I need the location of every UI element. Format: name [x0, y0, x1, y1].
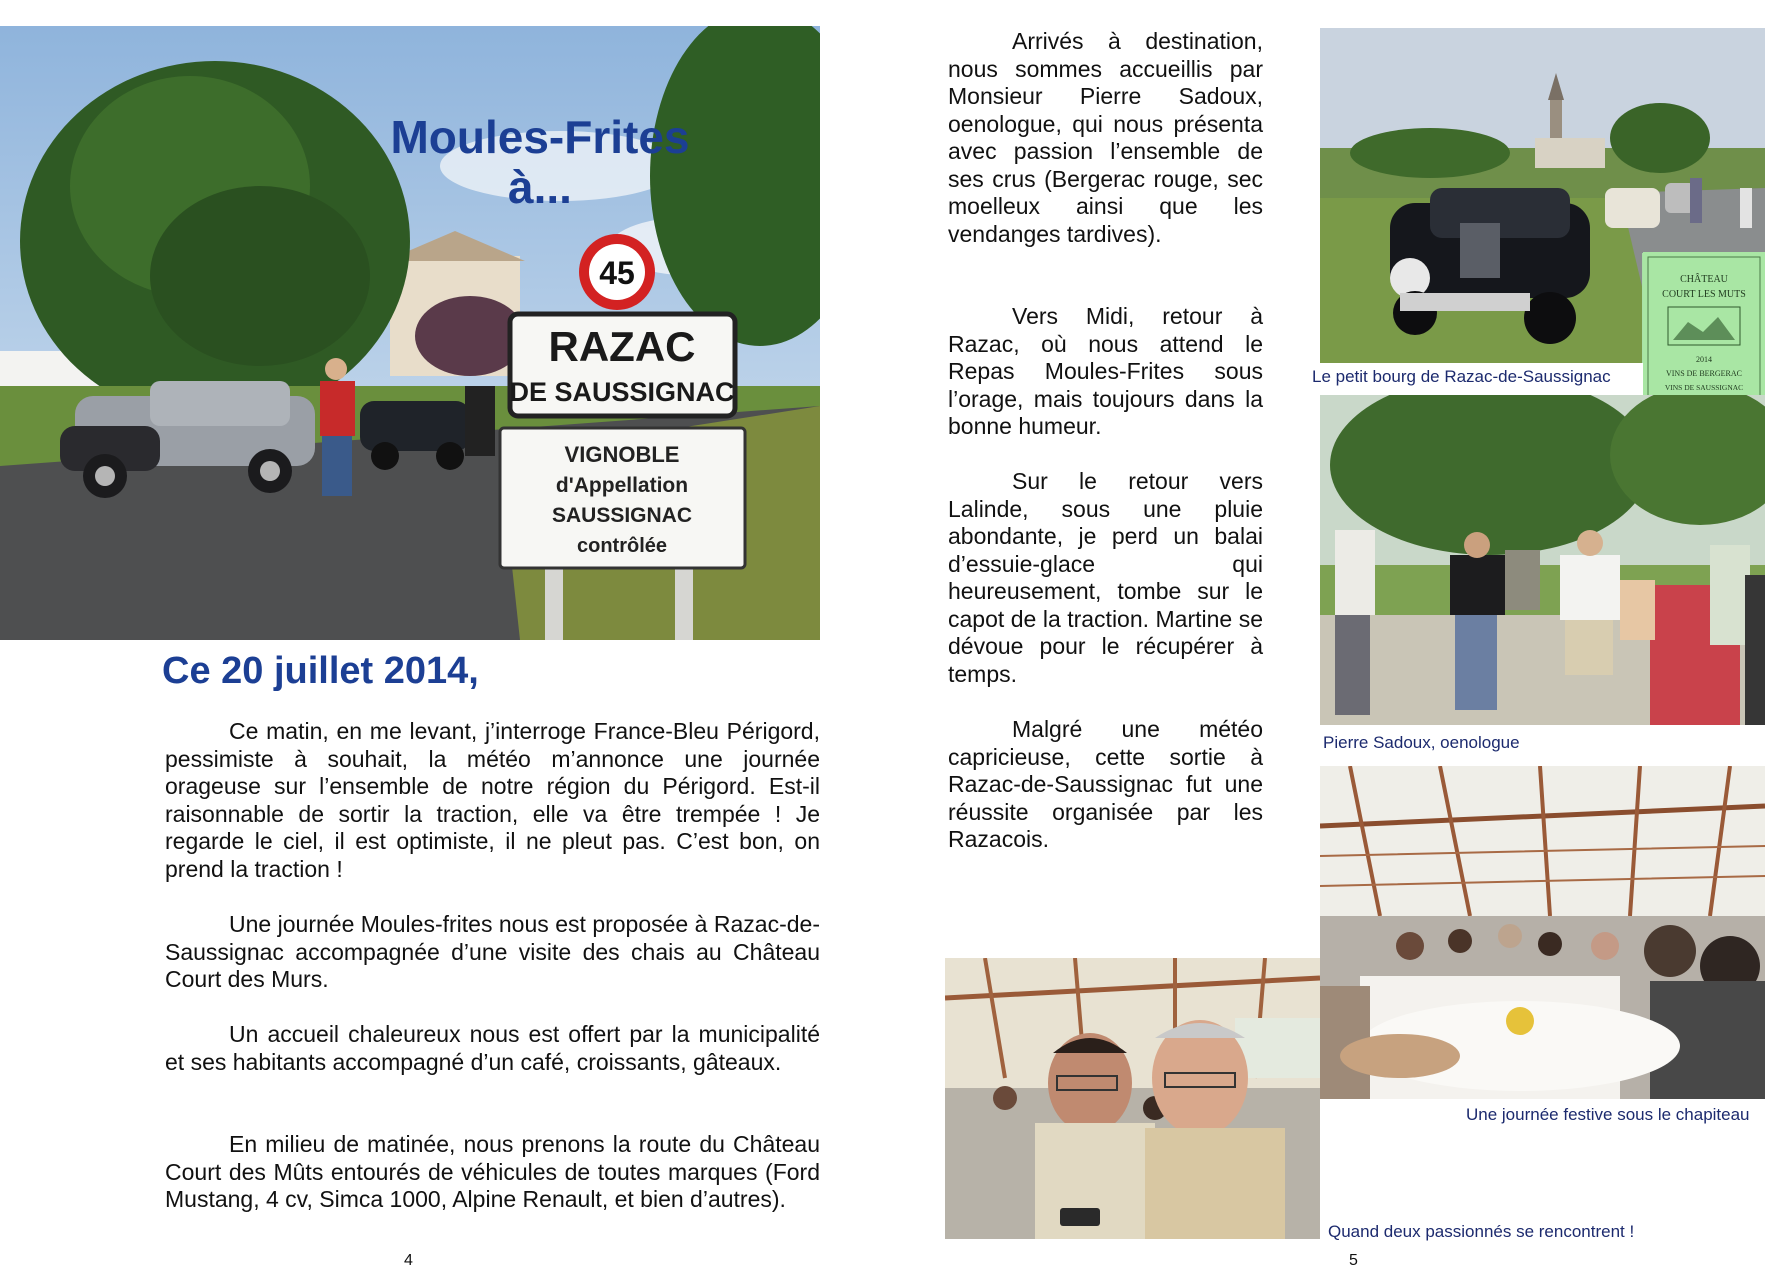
- right-paragraph-2: Vers Midi, retour à Razac, où nous attend le Repas Moules-Frites sous l’orage, mais toujours dans la bonne humeur.: [948, 303, 1263, 439]
- left-paragraph-2: Une journée Moules-frites nous est proposée à Razac-de-Saussignac accompagnée d’une visite des chais au Château Court des Murs.: [165, 911, 820, 992]
- page-number-left: 4: [404, 1252, 413, 1269]
- wine-label-l5: VINS DE SAUSSIGNAC: [1664, 383, 1744, 392]
- sign2-line4: contrôlée: [576, 535, 668, 557]
- wine-label-l3: 2014: [1696, 355, 1712, 364]
- speed-limit-text: 45: [599, 255, 635, 291]
- hero-title-line2: à...: [508, 161, 572, 213]
- sign2-line3: SAUSSIGNAC: [551, 504, 693, 527]
- caption-chapiteau: Une journée festive sous le chapiteau: [1466, 1105, 1750, 1124]
- wine-label-l2: COURT LES MUTS: [1662, 289, 1746, 300]
- passionnes-photo: [945, 958, 1320, 1239]
- caption-oenologue: Pierre Sadoux, oenologue: [1323, 733, 1520, 752]
- left-paragraph-4: En milieu de matinée, nous prenons la route du Château Court des Mûts entourés de véhicules de toutes marques (Ford Mustang, 4 cv, Simca 1000, Alpine Renault, et bien d’autres).: [165, 1131, 820, 1212]
- wine-label-l4: VINS DE BERGERAC: [1665, 369, 1743, 378]
- right-paragraph-1: Arrivés à destination, nous sommes accueillis par Monsieur Pierre Sadoux, oenologue, qui nous présenta avec passion l’ensemble de ses crus (Bergerac rouge, sec moelleux ainsi que les vendanges tardives).: [948, 28, 1263, 247]
- caption-passionnes: Quand deux passionnés se rencontrent !: [1328, 1222, 1635, 1241]
- oenologue-photo: [1320, 395, 1765, 725]
- chapiteau-photo: [1320, 766, 1765, 1099]
- sign-town-text: RAZAC: [548, 323, 696, 370]
- right-paragraph-3: Sur le retour vers Lalinde, sous une pluie abondante, je perd un balai d’essuie-glace qui heureusement, tombe sur le capot de la traction. Martine se dévoue pour le récupérer à temps.: [948, 468, 1263, 687]
- hero-title-line1: Moules-Frites: [390, 111, 690, 163]
- caption-village: Le petit bourg de Razac-de-Saussignac: [1312, 367, 1611, 386]
- left-paragraph-3: Un accueil chaleureux nous est offert par la municipalité et ses habitants accompagné d’un café, croissants, gâteaux.: [165, 1021, 820, 1075]
- page-headline: Ce 20 juillet 2014,: [162, 650, 479, 692]
- right-paragraph-4: Malgré une météo capricieuse, cette sortie à Razac-de-Saussignac fut une réussite organisée par les Razacois.: [948, 716, 1263, 852]
- sign2-line2: d'Appellation: [555, 474, 689, 497]
- left-paragraph-1: Ce matin, en me levant, j’interroge France-Bleu Périgord, pessimiste à souhait, la météo m’annonce une journée orageuse sur l’ensemble de notre région du Périgord. Est-il raisonnable de sortir la traction, elle va être trempée ! Je regarde le ciel, il est optimiste, il ne pleut pas. C’est bon, on prend la traction !: [165, 718, 820, 882]
- sign2-line1: VIGNOBLE: [564, 442, 680, 467]
- sign-sub-text: DE SAUSSIGNAC: [509, 377, 735, 407]
- wine-label-l1: CHÂTEAU: [1680, 274, 1728, 285]
- page-number-right: 5: [1349, 1252, 1358, 1269]
